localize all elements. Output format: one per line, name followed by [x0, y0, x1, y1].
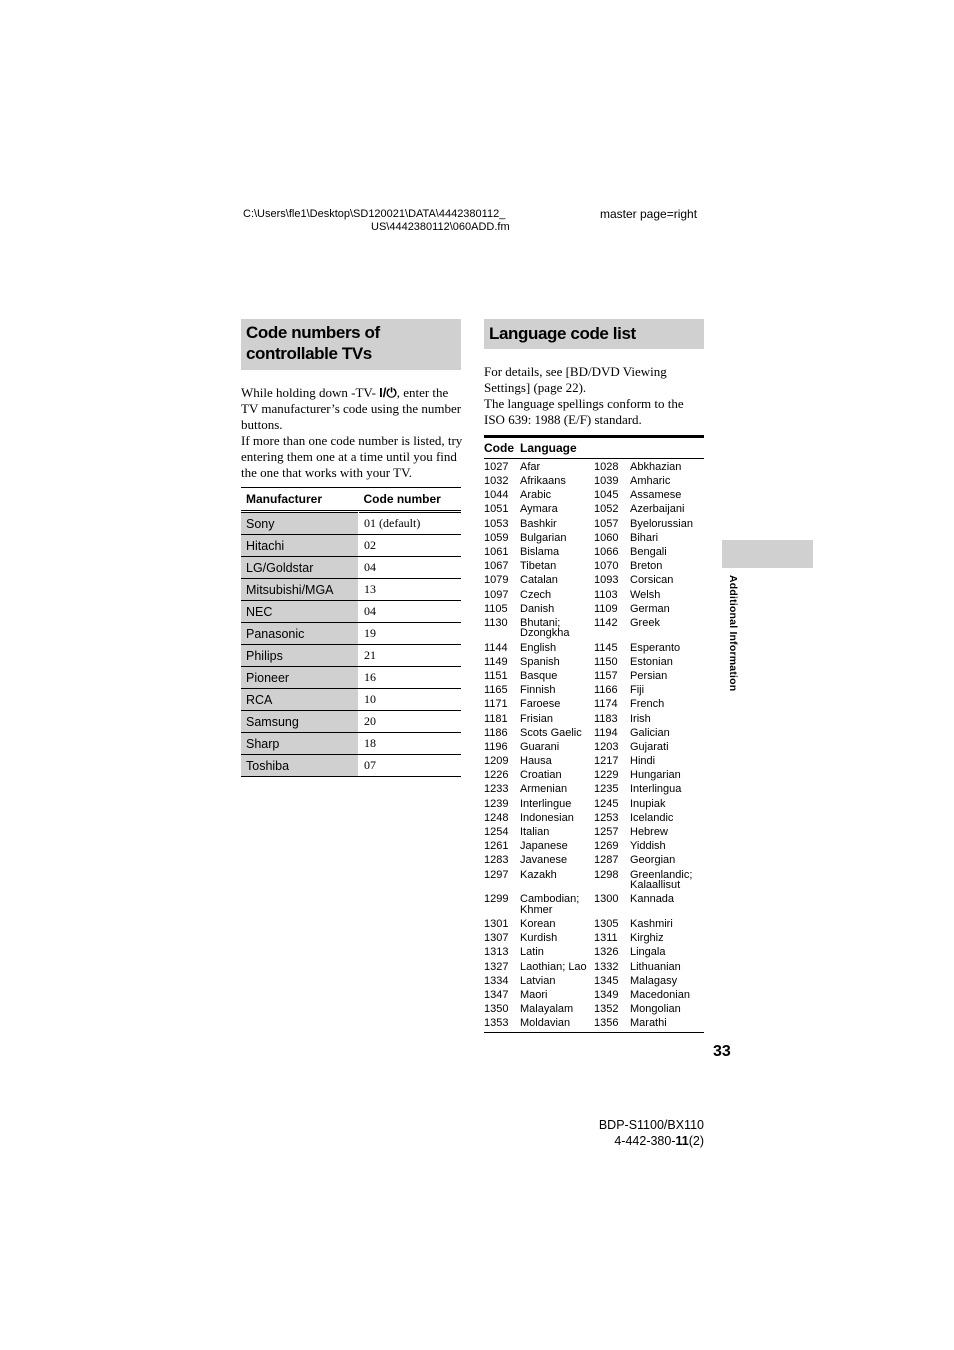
- table-row: [241, 689, 461, 711]
- page-number: 33: [713, 1043, 731, 1060]
- language-code: 1150: [594, 655, 618, 668]
- language-code: 1297: [484, 868, 509, 881]
- language-name: English: [520, 641, 557, 654]
- language-code: 1235: [594, 783, 619, 796]
- language-name: Amharic: [630, 475, 671, 488]
- code-cell: 13: [359, 579, 462, 601]
- language-code: 1093: [594, 574, 619, 587]
- manufacturer-cell: Panasonic: [241, 623, 359, 645]
- language-table-header: [484, 435, 704, 459]
- language-name: Greenlandic; Kalaallisut: [630, 868, 693, 892]
- language-name: Greek: [630, 616, 660, 629]
- language-code: 1079: [484, 574, 509, 587]
- language-name: Kazakh: [520, 868, 557, 881]
- tv-codes-intro: [241, 385, 463, 481]
- language-code: 1027: [484, 460, 509, 473]
- language-name: Mongolian: [630, 1003, 681, 1016]
- language-code: 1130: [484, 616, 508, 629]
- table-row: [241, 667, 461, 689]
- language-name: Scots Gaelic: [520, 726, 582, 739]
- manufacturer-cell: Mitsubishi/MGA: [241, 579, 359, 601]
- tv-intro-para2: If more than one code number is listed, try entering them one at a time until you find the one that works with your TV.: [241, 433, 463, 480]
- language-list-intro: [484, 364, 706, 428]
- language-code: 1097: [484, 588, 509, 601]
- language-name: Kashmiri: [630, 917, 673, 930]
- language-name: Laothian; Lao: [520, 960, 587, 973]
- language-name: Georgian: [630, 854, 676, 867]
- language-code: 1144: [484, 641, 508, 654]
- language-name: Bulgarian: [520, 531, 567, 544]
- part-bold: 11: [675, 1134, 689, 1148]
- language-code: 1052: [594, 503, 619, 516]
- language-name: Galician: [630, 726, 670, 739]
- language-code: 1305: [594, 917, 619, 930]
- language-code: 1060: [594, 531, 619, 544]
- language-code: 1044: [484, 489, 509, 502]
- list-item: [484, 811, 704, 825]
- language-code: 1142: [594, 616, 618, 629]
- language-code: 1326: [594, 946, 619, 959]
- language-name: Latvian: [520, 974, 556, 987]
- language-name: Afrikaans: [520, 475, 566, 488]
- language-name: Lithuanian: [630, 960, 681, 973]
- language-name: Bhutani; Dzongkha: [520, 616, 570, 640]
- language-name: Hebrew: [630, 826, 668, 839]
- language-code: 1203: [594, 740, 619, 753]
- language-code: 1229: [594, 769, 619, 782]
- language-name: French: [630, 698, 665, 711]
- master-page-label: master page=right: [600, 207, 698, 221]
- language-code: 1171: [484, 698, 508, 711]
- language-code: 1248: [484, 811, 509, 824]
- list-item: [484, 946, 704, 960]
- col-language: Language: [520, 441, 577, 455]
- code-cell: 10: [359, 689, 462, 711]
- part-number: [590, 1133, 704, 1149]
- list-item: [484, 825, 704, 839]
- language-name: Inupiak: [630, 797, 666, 810]
- code-cell: 07: [359, 755, 462, 777]
- language-name: Icelandic: [630, 811, 674, 824]
- list-item: [484, 531, 704, 545]
- language-code: 1149: [484, 655, 508, 668]
- language-code: 1103: [594, 588, 618, 601]
- list-item: [484, 655, 704, 669]
- language-name: Czech: [520, 588, 552, 601]
- language-name: Gujarati: [630, 740, 669, 753]
- language-name: Interlingua: [630, 783, 682, 796]
- language-name: Guarani: [520, 740, 560, 753]
- list-item: [484, 503, 704, 517]
- language-name: Lingala: [630, 946, 666, 959]
- language-name: Fiji: [630, 684, 645, 697]
- language-code: 1196: [484, 740, 508, 753]
- language-name: Marathi: [630, 1017, 667, 1030]
- language-code: 1166: [594, 684, 618, 697]
- language-code: 1226: [484, 769, 509, 782]
- table-row: [241, 557, 461, 579]
- language-name: Yiddish: [630, 840, 666, 853]
- language-code: 1186: [484, 726, 508, 739]
- language-code: 1261: [484, 840, 509, 853]
- language-name: Basque: [520, 669, 558, 682]
- manufacturer-cell: Hitachi: [241, 535, 359, 557]
- language-name: Maori: [520, 988, 548, 1001]
- language-name: Kannada: [630, 893, 675, 906]
- manufacturer-cell: Sharp: [241, 733, 359, 755]
- language-name: Italian: [520, 826, 550, 839]
- code-cell: 16: [359, 667, 462, 689]
- language-name: Frisian: [520, 712, 554, 725]
- list-item: [484, 588, 704, 602]
- list-item: [484, 974, 704, 988]
- file-path-line1: C:\Users\fle1\Desktop\SD120021\DATA\4442380112_: [243, 208, 506, 220]
- manufacturer-cell: NEC: [241, 601, 359, 623]
- language-code: 1217: [594, 755, 619, 768]
- list-item: [484, 559, 704, 573]
- language-name: Bihari: [630, 531, 659, 544]
- language-code: 1028: [594, 460, 619, 473]
- language-name: Persian: [630, 669, 668, 682]
- part-suffix: (2): [688, 1134, 704, 1148]
- language-code: 1257: [594, 826, 619, 839]
- language-code: 1067: [484, 560, 509, 573]
- table-row: [241, 711, 461, 733]
- list-item: [484, 931, 704, 945]
- language-code: 1347: [484, 988, 509, 1001]
- col-code: Code: [484, 441, 514, 455]
- language-code: 1332: [594, 960, 619, 973]
- list-item: [484, 892, 704, 917]
- language-name: Cambodian; Khmer: [520, 893, 580, 916]
- table-row: [241, 755, 461, 777]
- language-name: Finnish: [520, 684, 556, 697]
- code-cell: 18: [359, 733, 462, 755]
- language-code: 1194: [594, 726, 618, 739]
- language-code: 1298: [594, 868, 619, 881]
- language-code: 1301: [484, 917, 509, 930]
- table-row: [241, 623, 461, 645]
- manufacturer-cell: Sony: [241, 513, 359, 535]
- language-name: Indonesian: [520, 811, 574, 824]
- code-cell: 04: [359, 601, 462, 623]
- language-code: 1239: [484, 797, 509, 810]
- language-code: 1349: [594, 988, 619, 1001]
- list-item: [484, 602, 704, 616]
- manufacturer-cell: Philips: [241, 645, 359, 667]
- list-item: [484, 669, 704, 683]
- language-name: Spanish: [520, 655, 560, 668]
- language-code: 1032: [484, 475, 509, 488]
- language-code: 1287: [594, 854, 619, 867]
- language-name: Aymara: [520, 503, 558, 516]
- list-item: [484, 616, 704, 641]
- table-row: [241, 513, 461, 535]
- language-name: Hungarian: [630, 769, 681, 782]
- list-item: [484, 1002, 704, 1016]
- language-rows: [484, 459, 704, 1033]
- list-item: [484, 517, 704, 531]
- tv-intro-part2: , enter the TV manufacturer’s code using the number buttons.: [241, 385, 462, 432]
- code-cell: 02: [359, 535, 462, 557]
- language-code: 1300: [594, 893, 619, 906]
- col-manufacturer: Manufacturer: [241, 488, 359, 511]
- code-cell: 04: [359, 557, 462, 579]
- list-item: [484, 726, 704, 740]
- list-item: [484, 712, 704, 726]
- language-code: 1245: [594, 797, 619, 810]
- table-row: [241, 579, 461, 601]
- language-name: Bislama: [520, 545, 560, 558]
- language-code: 1070: [594, 560, 619, 573]
- language-name: Armenian: [520, 783, 568, 796]
- list-item: [484, 698, 704, 712]
- language-code: 1059: [484, 531, 509, 544]
- language-name: Tibetan: [520, 560, 557, 573]
- language-code: 1253: [594, 811, 619, 824]
- list-item: [484, 988, 704, 1002]
- list-item: [484, 783, 704, 797]
- list-item: [484, 797, 704, 811]
- list-item: [484, 574, 704, 588]
- col-code-number: Code number: [359, 488, 462, 511]
- list-item: [484, 868, 704, 893]
- language-code: 1061: [484, 545, 509, 558]
- file-path-header: [243, 208, 515, 234]
- language-code: 1283: [484, 854, 509, 867]
- table-header-row: [241, 488, 461, 511]
- file-path-line2: US\4442380112\060ADD.fm: [371, 221, 510, 233]
- table-row: [241, 535, 461, 557]
- list-item: [484, 754, 704, 768]
- language-name: Macedonian: [630, 988, 690, 1001]
- tv-intro-part1: While holding down -TV-: [241, 385, 380, 400]
- code-cell: 20: [359, 711, 462, 733]
- language-code: 1053: [484, 517, 509, 530]
- table-row: [241, 601, 461, 623]
- language-name: Arabic: [520, 489, 552, 502]
- language-name: Abkhazian: [630, 460, 682, 473]
- list-item: [484, 839, 704, 853]
- power-icon: I/⏻: [379, 385, 397, 400]
- language-code: 1181: [484, 712, 508, 725]
- manufacturer-cell: Pioneer: [241, 667, 359, 689]
- manufacturer-cell: Samsung: [241, 711, 359, 733]
- list-item: [484, 488, 704, 502]
- language-code: 1165: [484, 684, 508, 697]
- language-code-table: [484, 435, 704, 1033]
- language-name: Japanese: [520, 840, 568, 853]
- language-name: Hausa: [520, 755, 552, 768]
- language-name: Moldavian: [520, 1017, 571, 1030]
- language-code: 1254: [484, 826, 509, 839]
- list-item: [484, 740, 704, 754]
- language-code: 1145: [594, 641, 618, 654]
- language-code: 1307: [484, 932, 509, 945]
- language-code: 1066: [594, 545, 619, 558]
- language-code: 1105: [484, 602, 508, 615]
- language-code: 1269: [594, 840, 619, 853]
- language-name: Interlingue: [520, 797, 572, 810]
- table-row: [241, 733, 461, 755]
- language-code: 1045: [594, 489, 619, 502]
- language-name: Esperanto: [630, 641, 681, 654]
- list-item: [484, 474, 704, 488]
- manufacturer-cell: RCA: [241, 689, 359, 711]
- language-name: Kirghiz: [630, 932, 664, 945]
- language-name: Faroese: [520, 698, 561, 711]
- language-code: 1334: [484, 974, 509, 987]
- language-code: 1233: [484, 783, 509, 796]
- language-code: 1356: [594, 1017, 619, 1030]
- section-tab-label: Additional Information: [727, 575, 739, 692]
- language-code: 1352: [594, 1003, 619, 1016]
- section-tab: [722, 540, 813, 568]
- language-code: 1350: [484, 1003, 509, 1016]
- language-code: 1313: [484, 946, 509, 959]
- language-code: 1151: [484, 669, 508, 682]
- code-cell: 19: [359, 623, 462, 645]
- language-name: Hindi: [630, 755, 656, 768]
- language-name: Latin: [520, 946, 544, 959]
- lang-intro-line1: For details, see [BD/DVD Viewing Settings] (page 22).: [484, 364, 667, 395]
- model-number: BDP-S1100/BX110: [598, 1118, 704, 1132]
- language-code: 1109: [594, 602, 618, 615]
- language-name: Afar: [520, 460, 541, 473]
- language-name: Kurdish: [520, 932, 558, 945]
- language-name: Bashkir: [520, 517, 557, 530]
- list-item: [484, 960, 704, 974]
- language-name: Estonian: [630, 655, 673, 668]
- code-cell: 21: [359, 645, 462, 667]
- list-item: [484, 460, 704, 474]
- language-code: 1311: [594, 932, 618, 945]
- language-code: 1157: [594, 669, 618, 682]
- language-code: 1353: [484, 1017, 509, 1030]
- lang-intro-line2: The language spellings conform to the ISO 639: 1988 (E/F) standard.: [484, 396, 684, 427]
- code-cell: 01 (default): [359, 513, 462, 535]
- language-name: Malayalam: [520, 1003, 574, 1016]
- language-name: Welsh: [630, 588, 661, 601]
- language-name: Byelorussian: [630, 517, 693, 530]
- language-code: 1039: [594, 475, 619, 488]
- language-code: 1327: [484, 960, 509, 973]
- manufacturer-cell: Toshiba: [241, 755, 359, 777]
- language-name: Bengali: [630, 545, 667, 558]
- language-code: 1209: [484, 755, 509, 768]
- list-item: [484, 545, 704, 559]
- language-code: 1057: [594, 517, 619, 530]
- language-name: Corsican: [630, 574, 674, 587]
- list-item: [484, 854, 704, 868]
- language-name: Malagasy: [630, 974, 678, 987]
- language-code: 1299: [484, 893, 509, 906]
- language-name: Azerbaijani: [630, 503, 685, 516]
- language-name: Croatian: [520, 769, 562, 782]
- table-row: [241, 645, 461, 667]
- language-code: 1051: [484, 503, 509, 516]
- list-item: [484, 641, 704, 655]
- manufacturer-cell: LG/Goldstar: [241, 557, 359, 579]
- language-name: Assamese: [630, 489, 682, 502]
- language-list-title: Language code list: [484, 319, 704, 349]
- language-code: 1345: [594, 974, 619, 987]
- part-prefix: 4-442-380-: [614, 1134, 676, 1148]
- language-name: Javanese: [520, 854, 568, 867]
- list-item: [484, 768, 704, 782]
- tv-codes-title: Code numbers of controllable TVs: [241, 319, 461, 370]
- language-name: Korean: [520, 917, 556, 930]
- language-code: 1174: [594, 698, 618, 711]
- language-name: Breton: [630, 560, 663, 573]
- language-name: Catalan: [520, 574, 558, 587]
- list-item: [484, 1016, 704, 1030]
- language-name: German: [630, 602, 670, 615]
- language-name: Irish: [630, 712, 651, 725]
- list-item: [484, 683, 704, 697]
- footer-model-info: [590, 1117, 704, 1149]
- language-name: Danish: [520, 602, 555, 615]
- list-item: [484, 917, 704, 931]
- tv-code-table: [241, 487, 461, 777]
- language-code: 1183: [594, 712, 618, 725]
